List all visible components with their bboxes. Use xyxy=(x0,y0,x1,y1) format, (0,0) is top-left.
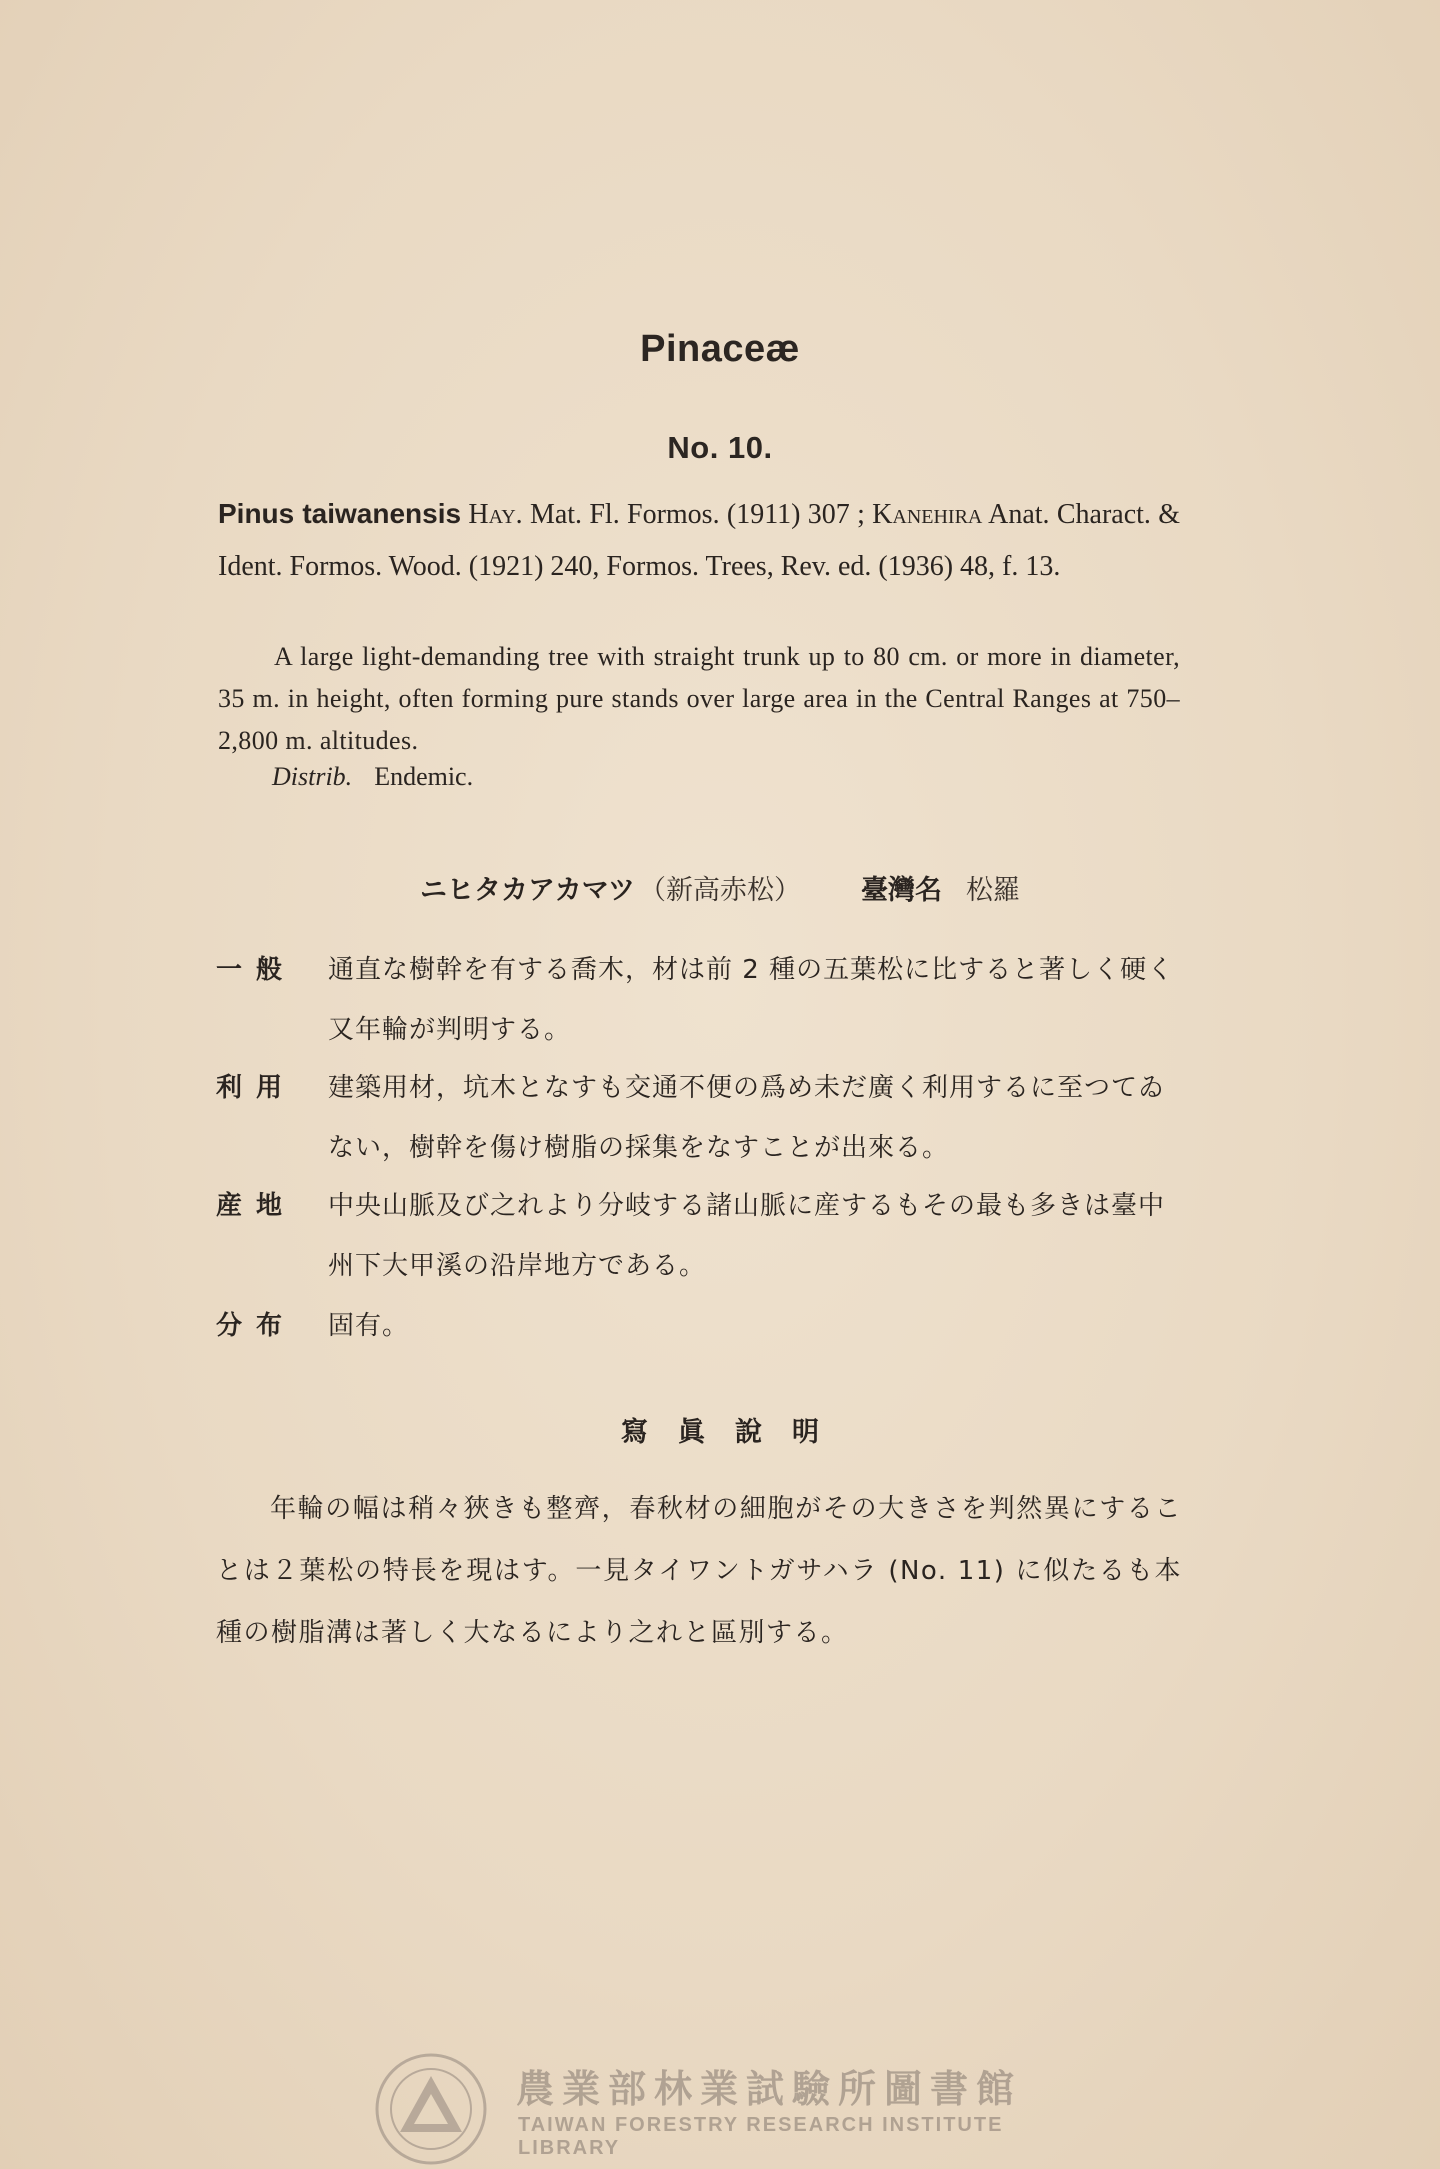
photo-explanation-text: 年輪の幅は稍々狹きも整齊，春秋材の細胞がその大きさを判然異にすることは２葉松の特長を現はす。一見タイワントガサハラ (No. 11) に似たるも本種の樹脂溝は著しく大なるにより之れと區別する。 xyxy=(216,1494,1182,1648)
distribution-label: Distrib. xyxy=(272,762,353,791)
entry-use xyxy=(216,1058,1182,1178)
entry-label: 一般 xyxy=(216,955,297,985)
reference-1: Mat. Fl. Formos. (1911) 307 ; xyxy=(522,499,873,530)
species-name: Pinus taiwanensis xyxy=(218,498,462,529)
kanji-name: （新高赤松） xyxy=(638,875,801,906)
description: A large light-demanding tree with straight trunk up to 80 cm. or more in diameter, 35 m. in height, often forming pure stands over large area in the Central Ranges at 750–2,800 m. altitudes. xyxy=(218,642,1180,755)
entry-general xyxy=(216,940,1182,1060)
reference-2: Anat. Charact. & Ident. Formos. Wood. (1921) 240, Formos. Trees, Rev. ed. (1936) 48, f. 13. xyxy=(218,499,1180,582)
japanese-name: ニヒタカアカマツ xyxy=(420,875,635,906)
entry-number: No. 10. xyxy=(667,430,773,465)
entry-text: 固有。 xyxy=(328,1311,410,1341)
taiwan-name-label: 臺灣名 xyxy=(860,875,942,906)
author-name-2: Kanehira xyxy=(872,499,983,530)
entry-text: 中央山脈及び之れより分岐する諸山脈に産するもその最も多きは臺中州下大甲溪の沿岸地方である。 xyxy=(328,1191,1166,1281)
watermark-chinese: 農業部林業試驗所圖書館 xyxy=(516,2067,1023,2111)
library-watermark xyxy=(372,2050,1092,2159)
institute-seal-icon xyxy=(372,2050,490,2168)
entry-text: 通直な樹幹を有する喬木，材は前 2 種の五葉松に比すると著しく硬く又年輪が判明する。 xyxy=(328,955,1175,1045)
distribution xyxy=(272,762,473,792)
citation xyxy=(218,488,1180,593)
japanese-title xyxy=(0,868,1440,907)
page-title: Pinaceæ xyxy=(640,328,800,370)
author-name: Hay. xyxy=(468,499,523,530)
distribution-value: Endemic. xyxy=(374,762,474,791)
photo-explanation-heading: 寫眞說明 xyxy=(621,1417,849,1448)
entry-locality xyxy=(216,1176,1182,1296)
entry-distribution xyxy=(216,1296,1182,1356)
entry-label: 利用 xyxy=(216,1073,297,1103)
entry-text: 建築用材，坑木となすも交通不便の爲め未だ廣く利用するに至つてゐない，樹幹を傷け樹脂の採集をなすことが出來る。 xyxy=(328,1073,1166,1163)
entry-label: 産地 xyxy=(216,1191,297,1221)
taiwan-name: 松羅 xyxy=(965,875,1020,906)
entry-label: 分布 xyxy=(216,1311,297,1341)
watermark-english: TAIWAN FORESTRY RESEARCH INSTITUTE LIBRARY xyxy=(518,2114,1004,2159)
